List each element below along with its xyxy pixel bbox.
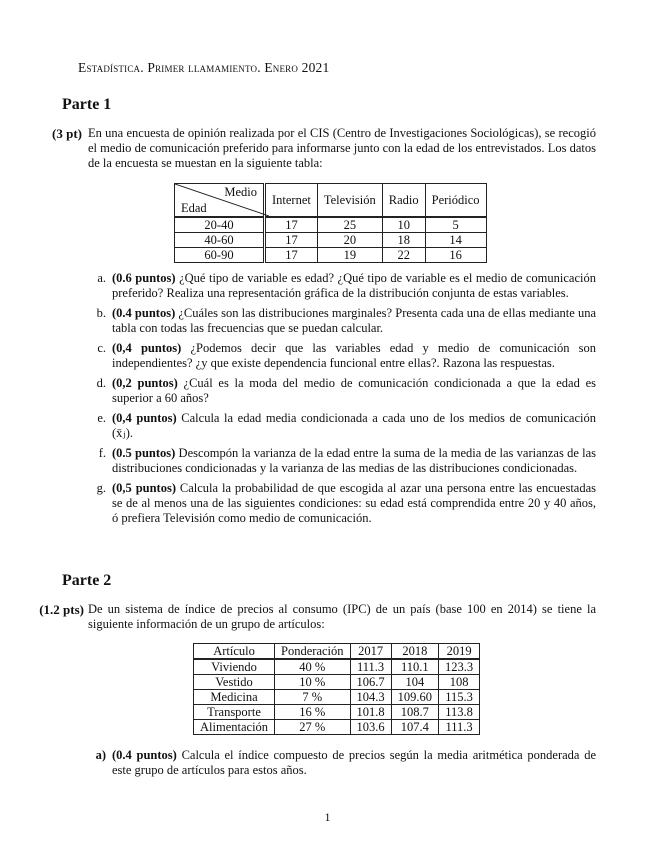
question-text: Calcula la probabilidad de que escogida al azar una persona entre las encuestadas se de al menos una de las siguientes condiciones: su edad está comprendida entre 20 y 40 años, ó prefiera Televisión como medio de comunicación. (112, 481, 597, 525)
cell: 110.1 (391, 659, 438, 675)
cell: Alimentación (194, 720, 275, 735)
question-item (88, 271, 596, 301)
table-row (194, 675, 480, 690)
cell: 5 (425, 217, 486, 233)
question-label: d. (96, 376, 106, 390)
cell: 16 % (275, 705, 350, 720)
question-item (88, 306, 596, 336)
question-item (88, 748, 596, 778)
question-points: (0.4 puntos) (112, 306, 176, 320)
question-points: (0,4 puntos) (112, 341, 182, 355)
question-text: Calcula el índice compuesto de precios según la media aritmética ponderada de este grupo de artículos para estos años. (112, 748, 596, 777)
table-row (175, 217, 487, 233)
question-text: Descompón la varianza de la edad entre la suma de la media de las varianzas de las distribuciones condicionadas y la varianza de las medias de las distribuciones condicionadas. (112, 446, 596, 475)
question-points: (0.6 puntos) (112, 271, 176, 285)
question-points: (0,5 puntos) (112, 481, 176, 495)
question-item (88, 341, 596, 371)
cell: 17 (265, 233, 318, 248)
cell: 18 (382, 233, 425, 248)
question-item (88, 446, 596, 476)
cell: 123.3 (439, 659, 480, 675)
question-label: c. (97, 341, 106, 355)
cell: 106.7 (350, 675, 391, 690)
cell: 104 (391, 675, 438, 690)
question-item (88, 376, 596, 406)
part2-intro (88, 602, 596, 632)
question-points: (0.4 puntos) (112, 748, 177, 762)
page-number: 1 (324, 810, 331, 824)
cell: 40 % (275, 659, 350, 675)
part1-intro-text: En una encuesta de opinión realizada por el CIS (Centro de Investigaciones Sociológicas), se recogió el medio de comunicación preferido para informarse junto con la edad de los entrevistados. Los datos de la encuesta se muestan en la siguiente tabla: (88, 126, 596, 170)
question-label: g. (96, 481, 106, 495)
corner-cell (175, 184, 265, 218)
col-header: Televisión (317, 184, 382, 218)
question-points: (0.5 puntos) (112, 446, 176, 460)
col-header: Ponderación (275, 644, 350, 660)
cell: 10 % (275, 675, 350, 690)
row-label: 40-60 (175, 233, 265, 248)
cell: 22 (382, 248, 425, 263)
question-label: a) (95, 748, 106, 762)
cell: 115.3 (439, 690, 480, 705)
cell: Vestido (194, 675, 275, 690)
cell: 104.3 (350, 690, 391, 705)
part2-points: (1.2 pts) (39, 602, 84, 617)
cell: 7 % (275, 690, 350, 705)
corner-bottom-label: Edad (181, 201, 207, 215)
cell: 25 (317, 217, 382, 233)
part1-intro (88, 126, 596, 171)
cell: 19 (317, 248, 382, 263)
cell: 108 (439, 675, 480, 690)
question-item (88, 481, 596, 526)
col-header: Radio (382, 184, 425, 218)
cell: 27 % (275, 720, 350, 735)
part2-questions (88, 748, 596, 783)
cell: 10 (382, 217, 425, 233)
part1-title: Parte 1 (62, 96, 112, 113)
col-header: 2017 (350, 644, 391, 660)
cell: 111.3 (350, 659, 391, 675)
table-row (194, 690, 480, 705)
question-points: (0,4 puntos) (112, 411, 177, 425)
cell: 17 (265, 248, 318, 263)
cell: 111.3 (439, 720, 480, 735)
cell: 113.8 (439, 705, 480, 720)
table-row (194, 705, 480, 720)
col-header: 2018 (391, 644, 438, 660)
question-text: Calcula la edad media condicionada a cada uno de los medios de comunicación (x̄ⱼ). (112, 411, 596, 440)
row-label: 60-90 (175, 248, 265, 263)
table-row (175, 233, 487, 248)
ipc-table-header (194, 644, 480, 660)
survey-table-header (175, 184, 487, 218)
survey-table (174, 183, 487, 263)
part2-intro-text: De un sistema de índice de precios al consumo (IPC) de un país (base 100 en 2014) se tiene la siguiente información de un grupo de artículos: (88, 602, 596, 631)
cell: Medicina (194, 690, 275, 705)
question-text: ¿Qué tipo de variable es edad? ¿Qué tipo de variable es el medio de comunicación preferido? Realiza una representación gráfica de la distribución conjunta de estas variables. (112, 271, 596, 300)
question-text: ¿Cuáles son las distribuciones marginales? Presenta cada una de ellas mediante una tabla con todas las frecuencias que se puedan calcular. (112, 306, 596, 335)
row-label: 20-40 (175, 217, 265, 233)
cell: 103.6 (350, 720, 391, 735)
corner-top-label: Medio (224, 185, 257, 199)
cell: 101.8 (350, 705, 391, 720)
table-row (194, 659, 480, 675)
col-header: Artículo (194, 644, 275, 660)
question-label: f. (98, 446, 106, 460)
cell: Viviendo (194, 659, 275, 675)
question-text: ¿Cuál es la moda del medio de comunicación condicionada a que la edad es superior a 60 años? (112, 376, 596, 405)
table-row (194, 720, 480, 735)
cell: 109.60 (391, 690, 438, 705)
cell: 16 (425, 248, 486, 263)
cell: 107.4 (391, 720, 438, 735)
cell: 14 (425, 233, 486, 248)
table-row (175, 248, 487, 263)
question-text: ¿Podemos decir que las variables edad y medio de comunicación son independientes? ¿y que existe dependencia funcional entre ellas?. Razona las respuestas. (112, 341, 596, 370)
page-header: Estadística. Primer llamamiento. Enero 2021 (78, 60, 330, 75)
part1-questions (88, 271, 596, 531)
cell: 17 (265, 217, 318, 233)
question-item (88, 411, 596, 441)
question-label: b. (96, 306, 106, 320)
cell: 108.7 (391, 705, 438, 720)
question-label: a. (97, 271, 106, 285)
question-label: e. (97, 411, 106, 425)
cell: Transporte (194, 705, 275, 720)
ipc-table (193, 643, 480, 735)
col-header: Internet (265, 184, 318, 218)
question-points: (0,2 puntos) (112, 376, 178, 390)
cell: 20 (317, 233, 382, 248)
part2-title: Parte 2 (62, 572, 112, 589)
col-header: 2019 (439, 644, 480, 660)
col-header: Periódico (425, 184, 486, 218)
part1-points: (3 pt) (52, 126, 82, 141)
